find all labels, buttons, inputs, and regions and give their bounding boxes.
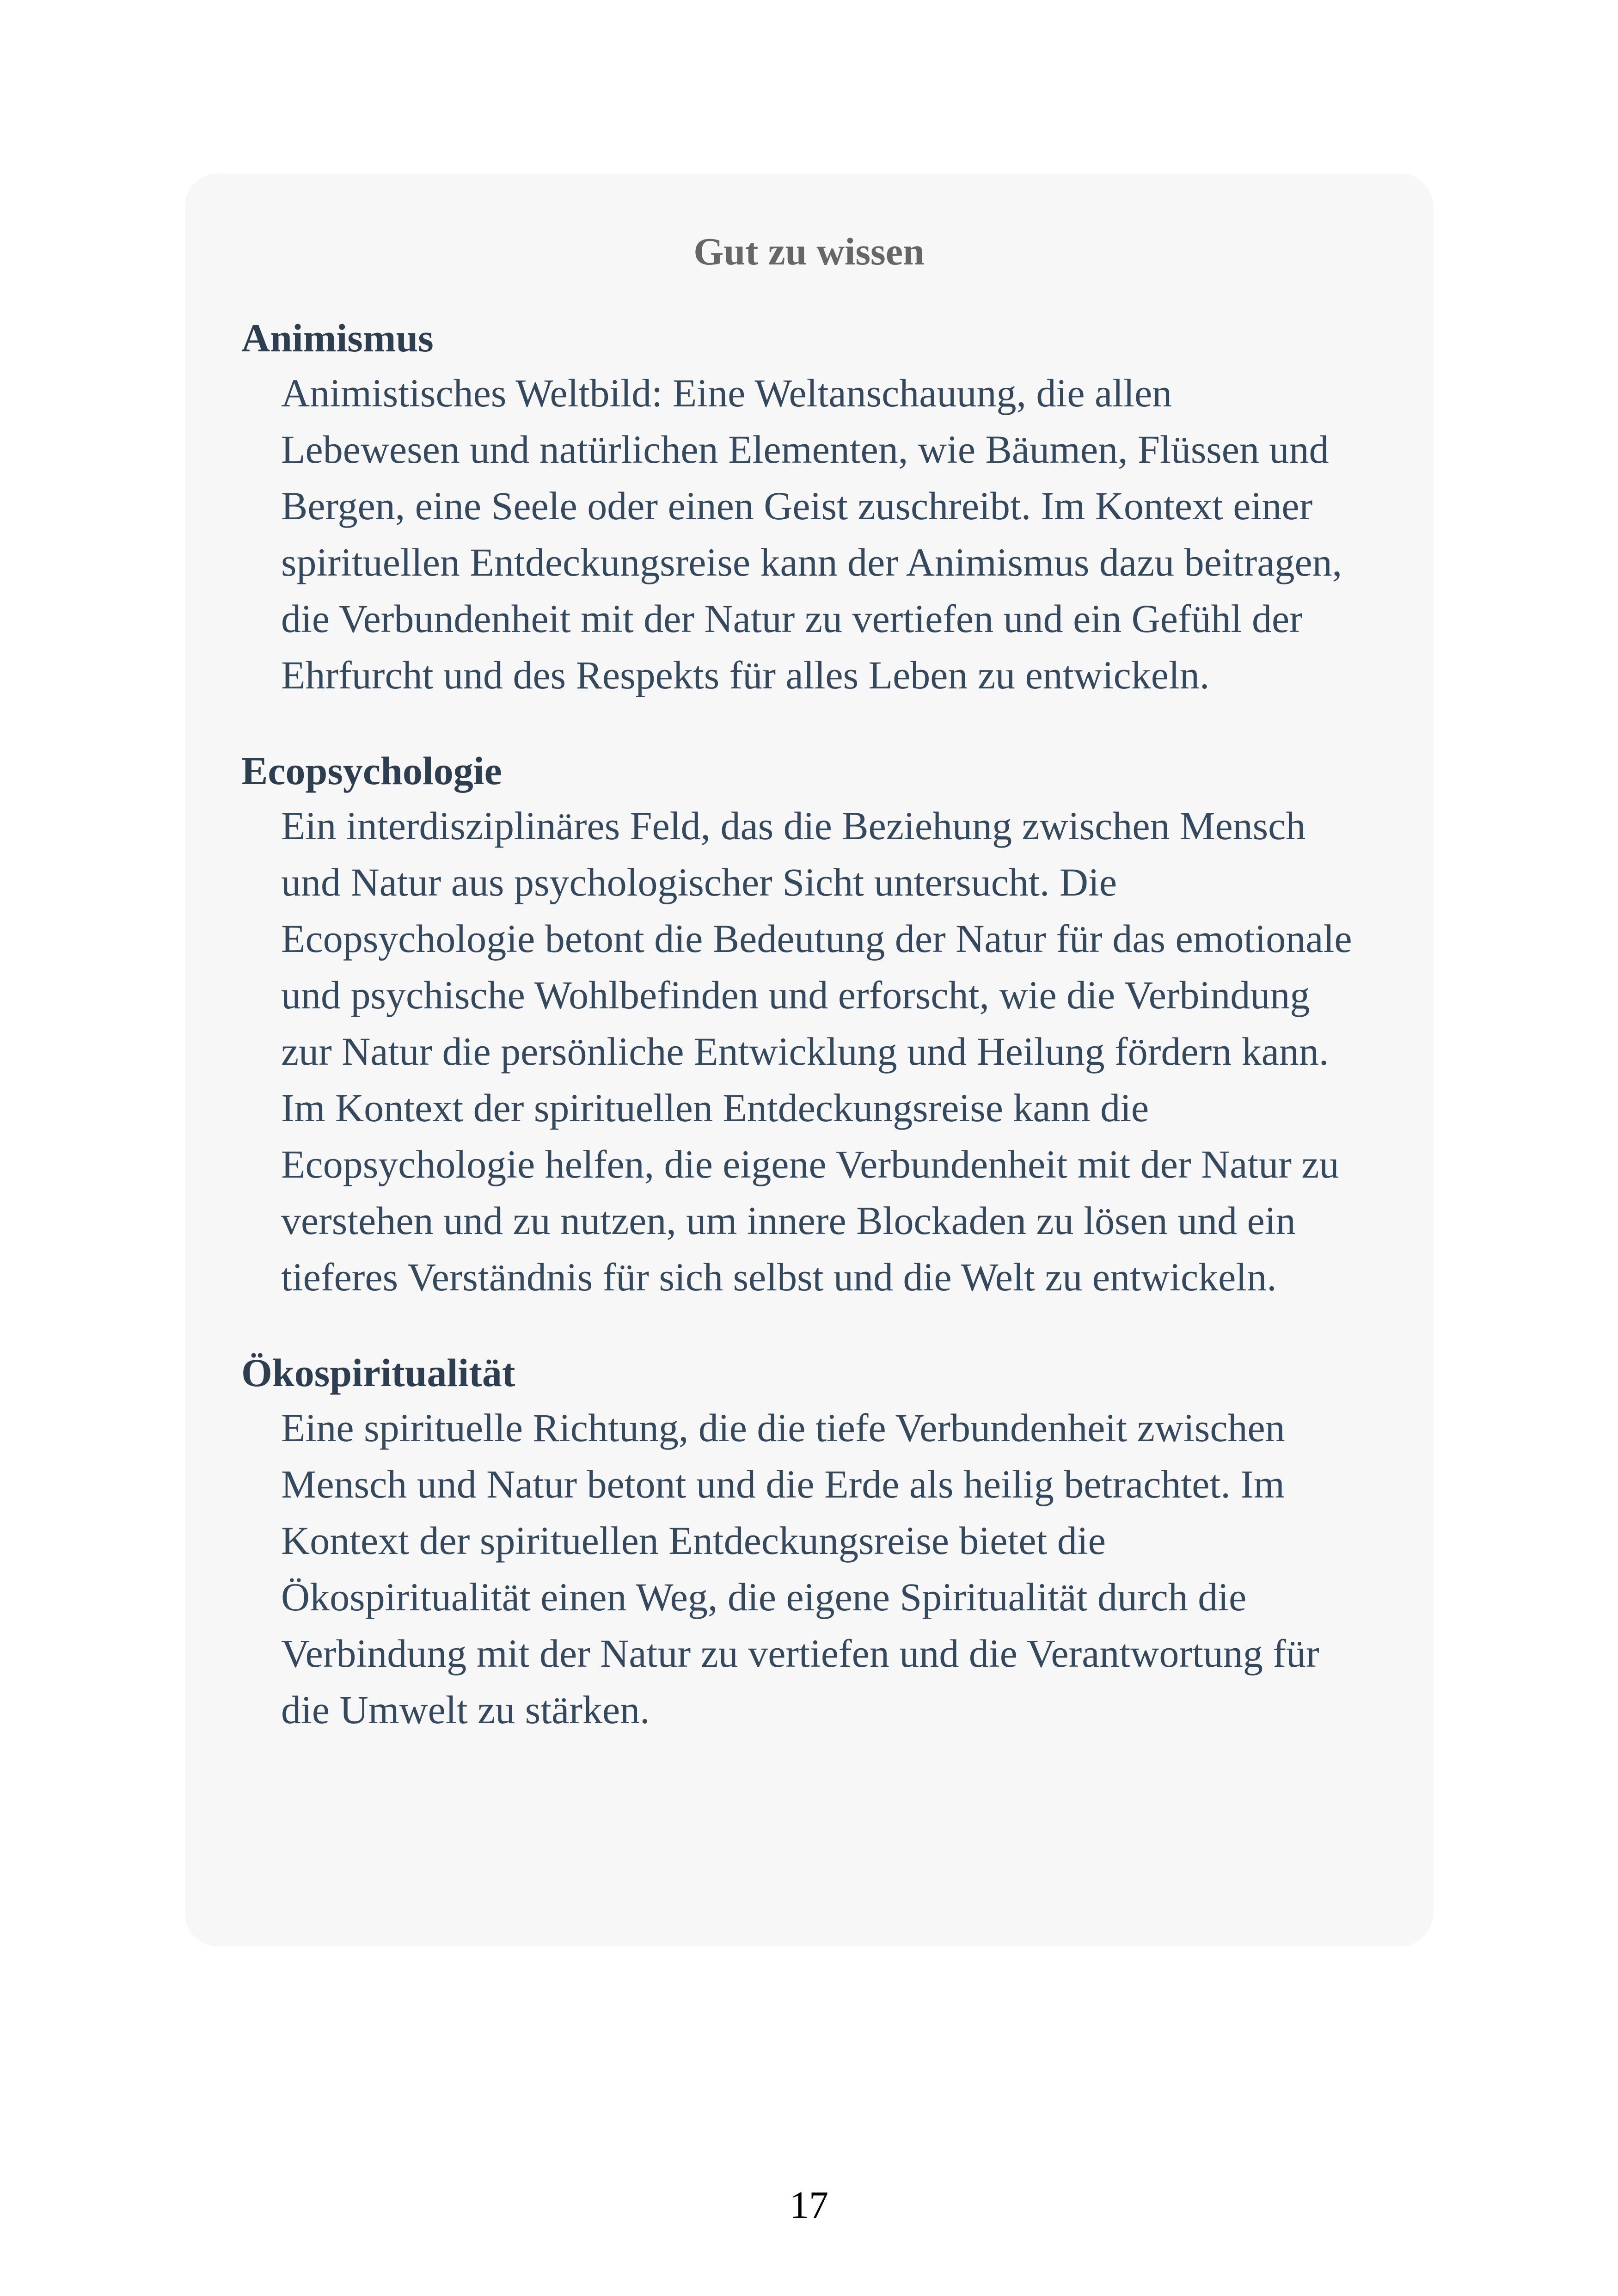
glossary-term: Ecopsychologie bbox=[241, 749, 502, 793]
glossary-definition: Ein interdisziplinäres Feld, das die Beziehung zwischen Mensch und Natur aus psychologischer Sicht untersucht. Die Ecopsychologie betont die Bedeutung der Natur für das emotionale und psychische Wohlbefinden und erforscht, wie die Verbindung zur Natur die persönliche Entwicklung und Heilung fördern kann. Im Kontext der spirituellen Entdeckungsreise kann die Ecopsychologie helfen, die eigene Verbundenheit mit der Natur zu verstehen und zu nutzen, um innere Blockaden zu lösen und ein tieferes Verständnis für sich selbst und die Welt zu entwickeln. bbox=[281, 804, 1352, 1299]
glossary-definition: Eine spirituelle Richtung, die die tiefe Verbundenheit zwischen Mensch und Natur betont und die Erde als heilig betrachtet. Im Kontext der spirituellen Entdeckungsreise bietet die Ökospiritualität einen Weg, die eigene Spiritualität durch die Verbindung mit der Natur zu vertiefen und die Verantwortung für die Umwelt zu stärken. bbox=[281, 1406, 1319, 1732]
glossary-term: Ökospiritualität bbox=[241, 1351, 515, 1395]
info-box-title: Gut zu wissen bbox=[693, 230, 925, 273]
glossary-entry-oekospiritualitaet bbox=[241, 1346, 1433, 1738]
page-number: 17 bbox=[790, 2184, 828, 2227]
glossary-definition: Animistisches Weltbild: Eine Weltanschauung, die allen Lebewesen und natürlichen Elementen, wie Bäumen, Flüssen und Bergen, eine Seele oder einen Geist zuschreibt. Im Kontext einer spirituellen Entdeckungsreise kann der Animismus dazu beitragen, die Verbundenheit mit der Natur zu vertiefen und ein Gefühl der Ehrfurcht und des Respekts für alles Leben zu entwickeln. bbox=[281, 371, 1342, 697]
glossary-entry-animismus bbox=[241, 311, 1433, 703]
glossary-term: Animismus bbox=[241, 316, 434, 360]
info-box bbox=[185, 173, 1433, 1946]
glossary-entry-ecopsychologie bbox=[241, 744, 1433, 1305]
